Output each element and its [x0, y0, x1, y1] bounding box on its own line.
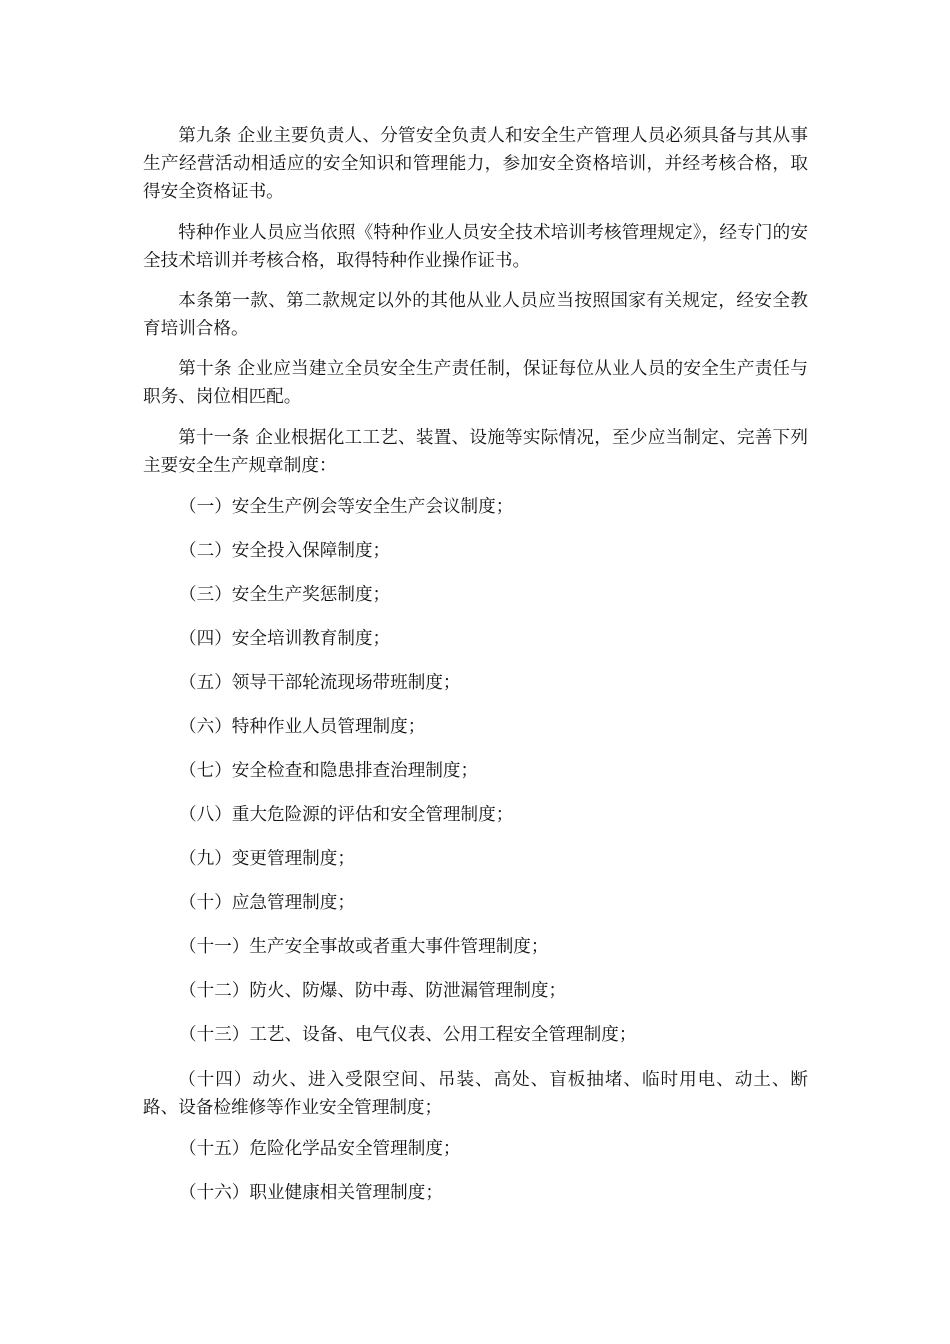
list-item: （一）安全生产例会等安全生产会议制度；: [179, 497, 514, 517]
article-10-paragraph: 第十条 企业应当建立全员安全生产责任制，保证每位从业人员的安全生产责任与职务、岗位相匹配。: [143, 359, 808, 407]
list-item: （九）变更管理制度；: [179, 849, 355, 869]
list-item: （十一）生产安全事故或者重大事件管理制度；: [179, 937, 549, 957]
list-item: （七）安全检查和隐患排查治理制度；: [179, 761, 479, 781]
list-item: （十五）危险化学品安全管理制度；: [179, 1139, 461, 1159]
list-item: （五）领导干部轮流现场带班制度；: [179, 673, 461, 693]
article-11-paragraph: 第十一条 企业根据化工工艺、装置、设施等实际情况，至少应当制定、完善下列主要安全生产规章制度：: [143, 428, 808, 476]
list-item: （十三）工艺、设备、电气仪表、公用工程安全管理制度；: [179, 1025, 637, 1045]
list-item: （十六）职业健康相关管理制度；: [179, 1183, 443, 1203]
article-9-paragraph: 第九条 企业主要负责人、分管安全负责人和安全生产管理人员必须具备与其从事生产经营活动相适应的安全知识和管理能力，参加安全资格培训，并经考核合格，取得安全资格证书。: [143, 126, 808, 202]
special-operators-paragraph: 特种作业人员应当依照《特种作业人员安全技术培训考核管理规定》，经专门的安全技术培训并考核合格，取得特种作业操作证书。: [143, 223, 808, 271]
list-item: （八）重大危险源的评估和安全管理制度；: [179, 805, 514, 825]
list-item: （六）特种作业人员管理制度；: [179, 717, 426, 737]
list-item: （十四）动火、进入受限空间、吊装、高处、盲板抽堵、临时用电、动土、断路、设备检维修等作业安全管理制度；: [143, 1070, 808, 1118]
other-employees-paragraph: 本条第一款、第二款规定以外的其他从业人员应当按照国家有关规定，经安全教育培训合格。: [143, 291, 808, 339]
list-item: （十二）防火、防爆、防中毒、防泄漏管理制度；: [179, 981, 567, 1001]
list-item: （二）安全投入保障制度；: [179, 541, 391, 561]
list-item: （四）安全培训教育制度；: [179, 629, 391, 649]
list-item: （三）安全生产奖惩制度；: [179, 585, 391, 605]
list-item: （十）应急管理制度；: [179, 893, 355, 913]
